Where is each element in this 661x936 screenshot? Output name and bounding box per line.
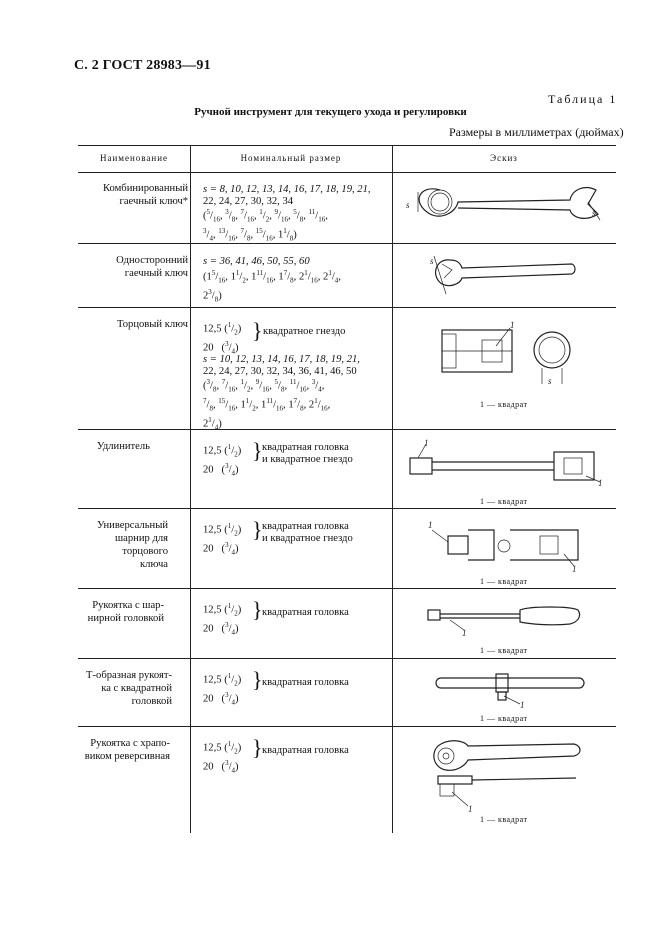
units-note: Размеры в миллиметрах (дюймах) <box>449 125 624 139</box>
ratchet-handle-sketch <box>424 732 594 816</box>
page-header: С. 2 ГОСТ 28983—91 <box>74 58 211 73</box>
column-header-sketch: Эскиз <box>490 153 518 163</box>
size-brace: } <box>252 597 263 622</box>
row-name-open-end-wrench: Односторонний гаечный ключ <box>116 255 188 279</box>
row-size-universal-joint: 12,5 $(^1/_2)$ 20 $(^3/_4)$ <box>203 522 242 557</box>
open-end-wrench-sketch <box>400 250 600 302</box>
row-name-hinged-handle: Рукоятка с шар- нирной головкой <box>87 600 164 624</box>
size-brace: } <box>252 318 263 343</box>
svg-text:1: 1 <box>468 804 473 814</box>
table-title: Ручной инструмент для текущего ухода и регулировки <box>194 106 467 118</box>
svg-text:1: 1 <box>424 438 429 448</box>
sketch-caption: 1 — квадрат <box>480 497 528 506</box>
dimension-s-label: s <box>406 200 410 210</box>
column-header-size: Номинальный размер <box>240 153 342 163</box>
svg-text:1: 1 <box>572 564 577 574</box>
sketch-caption: 1 — квадрат <box>480 577 528 586</box>
row-divider <box>78 658 616 659</box>
row-name-combination-wrench: Комбинированный гаечный ключ* <box>102 183 188 207</box>
row-name-extension: Удлинитель <box>96 441 150 452</box>
svg-text:1: 1 <box>598 478 603 488</box>
row-size-socket-wrench: 12,5 $(^1/_2)$ 20 $(^3/_4)$ <box>203 321 242 356</box>
size-note-hinged-handle: квадратная головка <box>262 607 349 618</box>
row-divider <box>78 588 616 589</box>
size-note-universal-joint: квадратная головка и квадратное гнездо <box>262 521 353 544</box>
size-brace: } <box>252 735 263 760</box>
size-brace: } <box>252 438 263 463</box>
table-top-rule <box>78 145 616 146</box>
svg-text:s: s <box>592 208 596 218</box>
row-divider <box>78 726 616 727</box>
row-size-hinged-handle: 12,5 $(^1/_2)$ 20 $(^3/_4)$ <box>203 602 242 637</box>
svg-text:1: 1 <box>462 628 467 638</box>
size-brace: } <box>252 667 263 692</box>
row-size-socket-wrench-s: s = 10, 12, 13, 14, 16, 17, 18, 19, 21, 22, 24, 27, 30, 32, 34, 36, 41, 46, 50 ($^3/_8$, $^7/_{16}$, $^1/_2$, $^9/_{16}$, $^5/_8$, $^{11}/_{16}$, $^3/_4$, $^7/_8$, $^{15}/_{16}$, $1^1/_2$, $1^{11}/_{16}$, $1^7/_8$, $2^1/_{16}$, $2^1/_4$) <box>203 354 360 432</box>
row-name-universal-joint: Универсальный шарнир для торцового ключа <box>96 520 168 570</box>
row-name-socket-wrench: Торцовый ключ <box>117 319 188 330</box>
size-note-t-handle: квадратная головка <box>262 677 349 688</box>
row-size-combination-wrench: s = 8, 10, 12, 13, 14, 16, 17, 18, 19, 21, 22, 24, 27, 30, 32, 34 ($^5/_{16}$, $^3/_8$, $^7/_{16}$, $^1/_2$, $^9/_{16}$, $^5/_8$, $^{11}/_{16}$, $^3/_4$, $^{13}/_{16}$, $^7/_8$, $^{15}/_{16}$, $1^1/_8$) <box>203 184 371 243</box>
combination-wrench-sketch <box>400 178 610 240</box>
size-note-ratchet-handle: квадратная головка <box>262 745 349 756</box>
sketch-caption: 1 — квадрат <box>480 815 528 824</box>
column-header-name: Наименование <box>99 153 169 163</box>
size-note-extension: квадратная головка и квадратное гнездо <box>262 442 353 465</box>
svg-text:1: 1 <box>520 700 525 710</box>
table-header-rule <box>78 172 616 173</box>
column-divider-1 <box>190 145 191 833</box>
hinged-handle-sketch <box>420 596 600 642</box>
svg-text:s: s <box>430 256 434 266</box>
size-brace: } <box>252 517 263 542</box>
sketch-caption: 1 — квадрат <box>480 714 528 723</box>
svg-text:1: 1 <box>510 320 515 330</box>
row-size-t-handle: 12,5 $(^1/_2)$ 20 $(^3/_4)$ <box>203 672 242 707</box>
sketch-caption: 1 — квадрат <box>480 646 528 655</box>
socket-wrench-sketch <box>430 318 580 398</box>
size-note-socket: квадратное гнездо <box>263 326 346 337</box>
sketch-caption: 1 — квадрат <box>480 400 528 409</box>
row-size-ratchet-handle: 12,5 $(^1/_2)$ 20 $(^3/_4)$ <box>203 740 242 775</box>
svg-text:1: 1 <box>428 520 433 530</box>
row-size-open-end-wrench: s = 36, 41, 46, 50, 55, 60 ($1^5/_{16}$, $1^1/_2$, $1^{11}/_{16}$, $1^7/_8$, $2^1/_{16}$, $2^1/_4$, $2^3/_8$) <box>203 256 341 304</box>
table-label: Таблица 1 <box>548 92 618 106</box>
extension-sketch <box>404 436 604 492</box>
row-name-ratchet-handle: Рукоятка с храпо- виком реверсивная <box>84 738 170 762</box>
row-size-extension: 12,5 $(^1/_2)$ 20 $(^3/_4)$ <box>203 443 242 478</box>
column-divider-2 <box>392 145 393 833</box>
row-divider <box>78 508 616 509</box>
row-name-t-handle: Т-образная рукоят- ка с квадратной головкой <box>86 670 172 707</box>
row-divider <box>78 307 616 308</box>
t-handle-sketch <box>432 666 592 710</box>
svg-text:s: s <box>548 376 552 386</box>
universal-joint-sketch <box>424 516 604 574</box>
